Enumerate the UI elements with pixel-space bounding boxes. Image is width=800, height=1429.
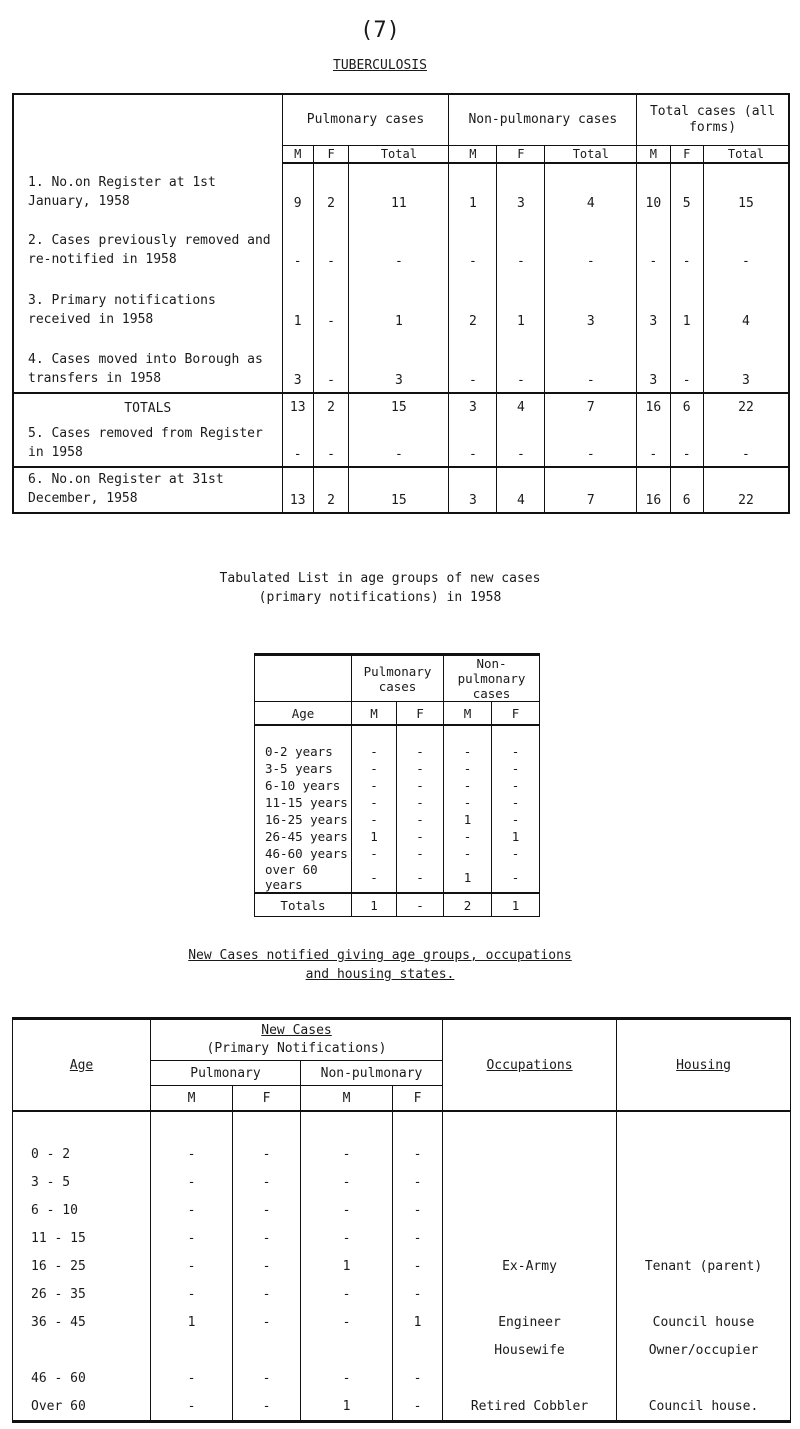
cell: 1: [444, 811, 492, 828]
cell: 1: [349, 273, 449, 333]
cell: 13: [282, 467, 313, 513]
cell: -: [397, 893, 444, 917]
cell: 22: [703, 467, 789, 513]
cell: -: [397, 811, 444, 828]
cell: -: [444, 777, 492, 794]
row-label: 6. No.on Register at 31st December, 1958: [13, 467, 282, 513]
housing-cell: [617, 1140, 791, 1168]
cell: -: [492, 862, 540, 893]
row-label: 3. Primary notifications received in 1958: [28, 293, 216, 327]
occupation-cell: [443, 1280, 617, 1308]
sub-header: F: [492, 702, 540, 726]
row-label: TOTALS: [13, 393, 282, 419]
cell: -: [151, 1280, 233, 1308]
occupation-cell: Retired Cobbler: [443, 1392, 617, 1422]
cell: 3: [449, 467, 497, 513]
occupation-cell: [443, 1224, 617, 1252]
cell: 2: [313, 163, 348, 215]
age-cell: 3-5 years: [265, 761, 333, 776]
cell: -: [151, 1252, 233, 1280]
new-cases-header: [151, 1019, 443, 1061]
cell: -: [444, 760, 492, 777]
non-pulmonary-header: Non-pulmonary: [301, 1061, 443, 1086]
sub-header: M: [637, 146, 670, 164]
cell: 1: [282, 273, 313, 333]
cell: 11: [349, 163, 449, 215]
sub-header: M: [282, 146, 313, 164]
cell: -: [397, 845, 444, 862]
cell: -: [670, 333, 703, 393]
cell: 16: [637, 467, 670, 513]
cell: -: [301, 1140, 393, 1168]
cell: -: [497, 333, 545, 393]
cell: 2: [444, 893, 492, 917]
cell: -: [233, 1280, 301, 1308]
cell: 3: [545, 273, 637, 333]
cell: -: [393, 1140, 443, 1168]
cell: -: [444, 828, 492, 845]
cell: 1: [352, 893, 397, 917]
occupation-cell: [443, 1140, 617, 1168]
housing-cell: [617, 1196, 791, 1224]
totals-label: Totals: [255, 893, 352, 917]
table-row: [255, 794, 540, 811]
cell: 4: [703, 273, 789, 333]
cell: -: [301, 1280, 393, 1308]
occupations-housing-table: [12, 1017, 791, 1423]
cell: -: [492, 845, 540, 862]
table-row: [13, 1308, 791, 1336]
cell: -: [352, 845, 397, 862]
cell: -: [545, 333, 637, 393]
cell: -: [313, 419, 348, 467]
page-number: (7): [360, 18, 400, 43]
age-cell: 16-25 years: [265, 812, 348, 827]
age-cell: [13, 1336, 151, 1364]
title-line: (primary notifications) in 1958: [258, 590, 502, 605]
occupation-cell: [443, 1168, 617, 1196]
title-line: and housing states.: [305, 967, 455, 982]
age-cell: 16 - 25: [31, 1258, 86, 1274]
sub-header: Total: [349, 146, 449, 164]
title-line: New Cases notified giving age groups, occupations: [188, 948, 572, 963]
cell: 1: [151, 1308, 233, 1336]
cell: -: [352, 777, 397, 794]
cell: 1: [492, 893, 540, 917]
housing-cell: Owner/occupier: [617, 1336, 791, 1364]
cell: -: [282, 419, 313, 467]
sub-header: F: [393, 1086, 443, 1112]
sub-header: F: [670, 146, 703, 164]
cell: 3: [703, 333, 789, 393]
cell: 1: [670, 273, 703, 333]
age-cell: 26-45 years: [265, 829, 348, 844]
cell: -: [444, 794, 492, 811]
age-cell: 46 - 60: [31, 1370, 86, 1386]
cell: 3: [349, 333, 449, 393]
cell: -: [492, 760, 540, 777]
cell: -: [301, 1168, 393, 1196]
totals-row: [13, 393, 789, 419]
cell: 7: [545, 393, 637, 419]
cell: -: [352, 794, 397, 811]
sub-header: Total: [545, 146, 637, 164]
cell: -: [670, 215, 703, 273]
cell: -: [449, 215, 497, 273]
cell: -: [393, 1168, 443, 1196]
sub-header: M: [301, 1086, 393, 1112]
occupation-cell: Engineer: [443, 1308, 617, 1336]
cell: -: [301, 1224, 393, 1252]
cell: -: [444, 743, 492, 760]
cell: 3: [637, 333, 670, 393]
occupation-cell: [443, 1196, 617, 1224]
age-table-title: [0, 569, 760, 607]
cell: 4: [497, 467, 545, 513]
cell: -: [313, 333, 348, 393]
register-summary-table: [12, 93, 790, 514]
cell: -: [151, 1168, 233, 1196]
cell: 3: [449, 393, 497, 419]
table-row: [13, 1140, 791, 1168]
age-cell: 6-10 years: [265, 778, 341, 793]
cell: -: [393, 1224, 443, 1252]
cell: 3: [637, 273, 670, 333]
age-cell: 0 - 2: [31, 1146, 71, 1162]
cell: 5: [670, 163, 703, 215]
pulmonary-header: Pulmonary: [151, 1061, 301, 1086]
age-cell: Over 60: [31, 1398, 86, 1414]
cell: -: [393, 1364, 443, 1392]
cell: -: [670, 419, 703, 467]
cell: [301, 1336, 393, 1364]
table-row: [13, 1336, 791, 1364]
cell: -: [393, 1196, 443, 1224]
table-row: [13, 1392, 791, 1422]
group-header: Non-pulmonary cases: [444, 655, 540, 702]
cell: 6: [670, 467, 703, 513]
cell: -: [151, 1392, 233, 1422]
cell: 15: [703, 163, 789, 215]
cell: 1: [301, 1392, 393, 1422]
cell: -: [233, 1224, 301, 1252]
table-row: [13, 467, 789, 513]
cell: -: [349, 215, 449, 273]
table-row: [13, 333, 789, 393]
age-cell: 11 - 15: [31, 1230, 86, 1246]
sub-header: F: [313, 146, 348, 164]
cell: -: [393, 1392, 443, 1422]
cell: -: [233, 1392, 301, 1422]
housing-header: Housing: [676, 1057, 731, 1073]
cell: -: [233, 1140, 301, 1168]
cell: -: [545, 215, 637, 273]
housing-cell: [617, 1364, 791, 1392]
age-cell: 46-60 years: [265, 846, 348, 861]
group-header: Pulmonary cases: [282, 94, 449, 146]
row-label: 1. No.on Register at 1st January, 1958: [28, 175, 216, 209]
cell: [233, 1336, 301, 1364]
cell: 4: [545, 163, 637, 215]
title-line: Tabulated List in age groups of new cases: [219, 571, 541, 586]
cell: [393, 1336, 443, 1364]
cell: 1: [444, 862, 492, 893]
cell: -: [233, 1308, 301, 1336]
page-heading: TUBERCULOSIS: [333, 58, 427, 73]
cell: 15: [349, 393, 449, 419]
age-cell: 11-15 years: [265, 795, 348, 810]
sub-header: M: [449, 146, 497, 164]
table-row: [13, 215, 789, 273]
cell: -: [492, 777, 540, 794]
header-line: (Primary Notifications): [206, 1041, 387, 1056]
sub-header: M: [352, 702, 397, 726]
age-cell: 0-2 years: [265, 744, 333, 759]
age-cell: 26 - 35: [31, 1286, 86, 1302]
sub-header: M: [444, 702, 492, 726]
table-row: [13, 1224, 791, 1252]
cell: -: [393, 1252, 443, 1280]
cell: -: [282, 215, 313, 273]
cell: -: [444, 845, 492, 862]
cell: -: [233, 1364, 301, 1392]
row-label: 5. Cases removed from Register in 1958: [28, 426, 263, 460]
cell: -: [397, 794, 444, 811]
cell: -: [637, 215, 670, 273]
cell: [151, 1336, 233, 1364]
cell: 1: [449, 163, 497, 215]
age-cell: 36 - 45: [31, 1314, 86, 1330]
table-row: [255, 828, 540, 845]
cell: 1: [492, 828, 540, 845]
cell: 2: [449, 273, 497, 333]
cell: -: [313, 273, 348, 333]
sub-header: F: [233, 1086, 301, 1112]
group-header: Non-pulmonary cases: [449, 94, 637, 146]
age-cell: 6 - 10: [31, 1202, 78, 1218]
cell: -: [397, 777, 444, 794]
table-row: [13, 1168, 791, 1196]
cell: 6: [670, 393, 703, 419]
cell: -: [301, 1196, 393, 1224]
cell: -: [151, 1224, 233, 1252]
cell: 3: [497, 163, 545, 215]
cell: 22: [703, 393, 789, 419]
group-header: Pulmonary cases: [352, 655, 444, 702]
cell: -: [393, 1280, 443, 1308]
sub-header: Total: [703, 146, 789, 164]
cell: -: [397, 862, 444, 893]
table-row: [13, 273, 789, 333]
cell: 15: [349, 467, 449, 513]
cell: -: [151, 1140, 233, 1168]
table-row: [13, 419, 789, 467]
sub-header: F: [497, 146, 545, 164]
table-row: [255, 777, 540, 794]
occupations-table-title: [0, 946, 760, 984]
row-label: 4. Cases moved into Borough as transfers in 1958: [28, 352, 263, 386]
cell: -: [545, 419, 637, 467]
cell: 4: [497, 393, 545, 419]
cell: -: [352, 743, 397, 760]
housing-cell: Tenant (parent): [617, 1252, 791, 1280]
header-line: New Cases: [261, 1023, 332, 1038]
cell: 7: [545, 467, 637, 513]
cell: -: [352, 811, 397, 828]
cell: -: [397, 828, 444, 845]
table-row: [255, 743, 540, 760]
cell: -: [301, 1308, 393, 1336]
cell: -: [397, 760, 444, 777]
row-label: 2. Cases previously removed and re-notified in 1958: [28, 233, 271, 267]
table-row: [13, 1364, 791, 1392]
cell: 10: [637, 163, 670, 215]
cell: -: [492, 743, 540, 760]
table-row: [13, 1252, 791, 1280]
cell: 13: [282, 393, 313, 419]
cell: 16: [637, 393, 670, 419]
table-row: [255, 862, 540, 893]
table-row: [13, 163, 789, 215]
totals-row: [255, 893, 540, 917]
housing-cell: Council house.: [617, 1392, 791, 1422]
age-header: Age: [255, 702, 352, 726]
cell: 2: [313, 467, 348, 513]
age-header: Age: [69, 1057, 94, 1073]
cell: -: [233, 1168, 301, 1196]
age-groups-table: [254, 653, 540, 917]
cell: 1: [393, 1308, 443, 1336]
cell: -: [637, 419, 670, 467]
cell: -: [703, 215, 789, 273]
table-row: [13, 1280, 791, 1308]
cell: -: [703, 419, 789, 467]
cell: -: [151, 1196, 233, 1224]
cell: 2: [313, 393, 348, 419]
cell: -: [352, 760, 397, 777]
cell: -: [497, 419, 545, 467]
occupation-cell: Housewife: [443, 1336, 617, 1364]
housing-cell: [617, 1168, 791, 1196]
cell: -: [349, 419, 449, 467]
cell: -: [492, 811, 540, 828]
cell: 3: [282, 333, 313, 393]
cell: 1: [352, 828, 397, 845]
table-row: [255, 760, 540, 777]
cell: -: [492, 794, 540, 811]
cell: -: [313, 215, 348, 273]
cell: -: [497, 215, 545, 273]
table-row: [255, 845, 540, 862]
cell: -: [233, 1252, 301, 1280]
cell: -: [233, 1196, 301, 1224]
cell: 1: [497, 273, 545, 333]
cell: 1: [301, 1252, 393, 1280]
table-row: [255, 811, 540, 828]
sub-header: M: [151, 1086, 233, 1112]
cell: -: [301, 1364, 393, 1392]
cell: -: [449, 333, 497, 393]
housing-cell: [617, 1280, 791, 1308]
occupation-cell: [443, 1364, 617, 1392]
cell: 9: [282, 163, 313, 215]
sub-header: F: [397, 702, 444, 726]
age-cell: 3 - 5: [31, 1174, 71, 1190]
cell: -: [397, 743, 444, 760]
group-header: Total cases (all forms): [637, 94, 789, 146]
occupation-cell: Ex-Army: [443, 1252, 617, 1280]
cell: -: [449, 419, 497, 467]
housing-cell: Council house: [617, 1308, 791, 1336]
housing-cell: [617, 1224, 791, 1252]
age-cell: over 60 years: [265, 862, 318, 892]
occupations-header: Occupations: [486, 1057, 573, 1073]
cell: -: [151, 1364, 233, 1392]
table-row: [13, 1196, 791, 1224]
cell: -: [352, 862, 397, 893]
